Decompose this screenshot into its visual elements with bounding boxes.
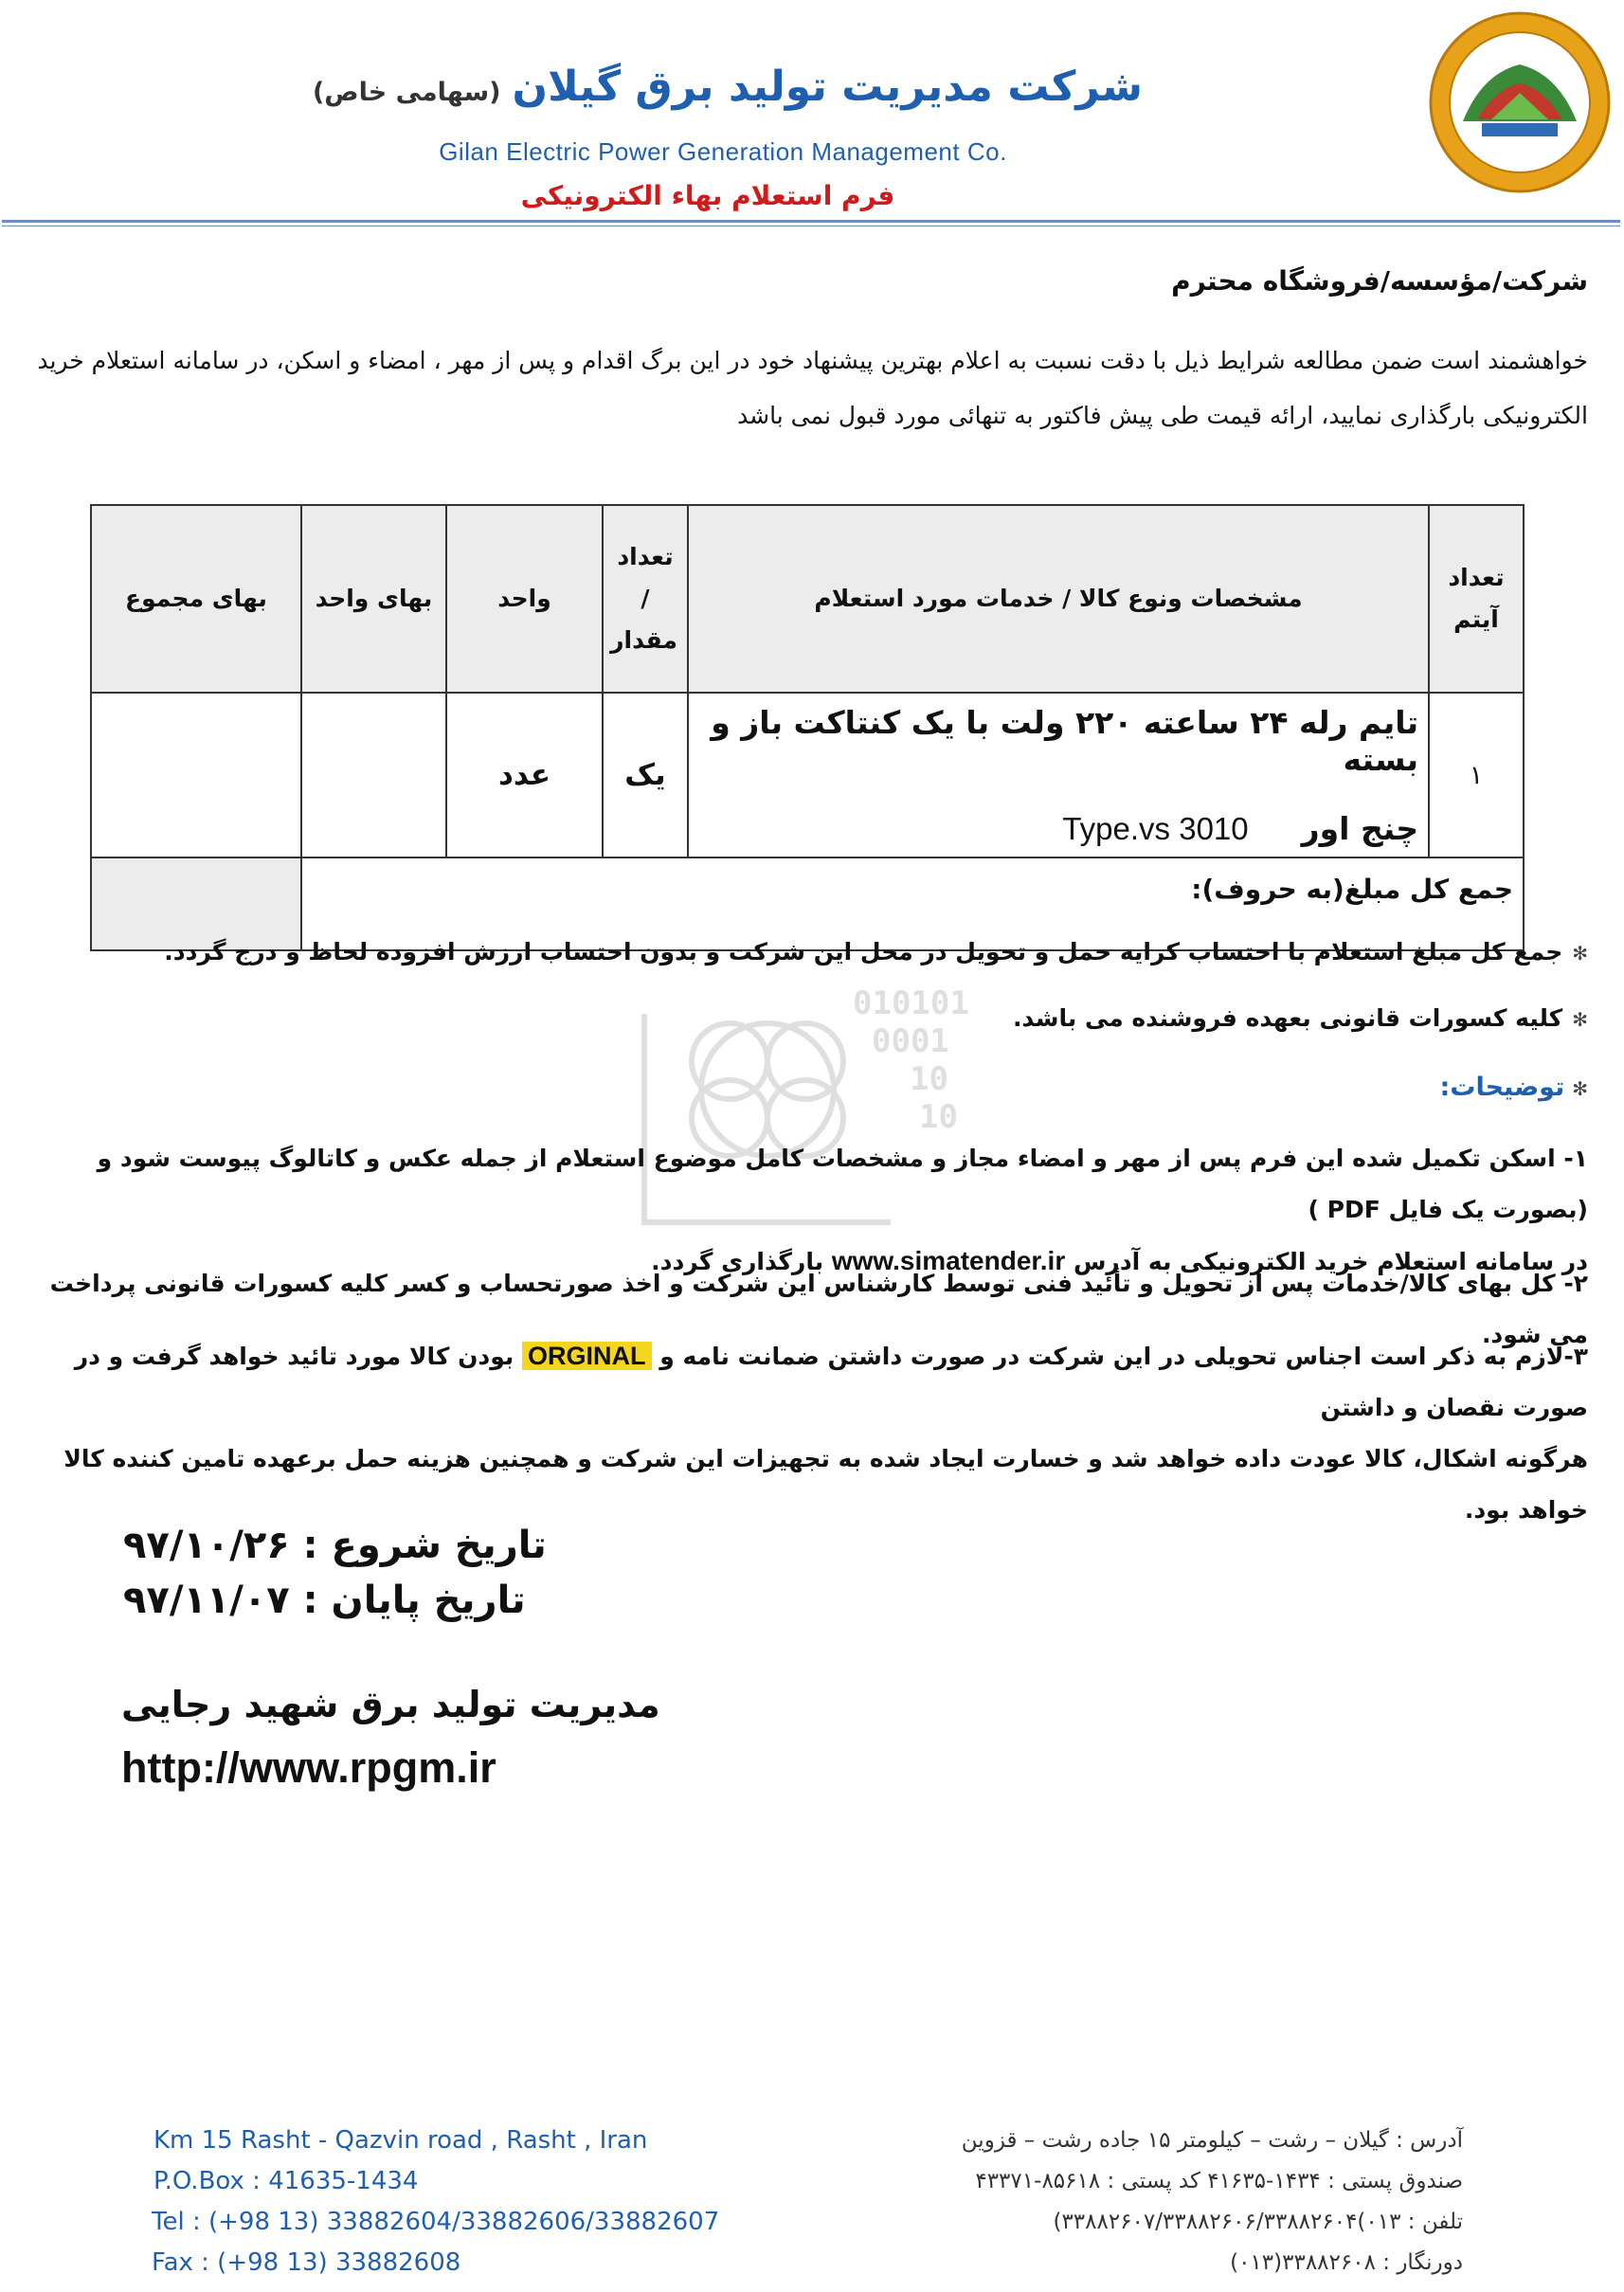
description-brand: چنج اور — [1301, 809, 1418, 847]
header-description: مشخصات ونوع کالا / خدمات مورد استعلام — [688, 505, 1429, 693]
header-unit: واحد — [446, 505, 603, 693]
note-1: ✻جمع کل مبلغ استعلام با احتساب کرایه حمل و تحویل در محل این شرکت و بدون احتساب ارزش افزوده لحاظ و درج گردد. — [164, 938, 1588, 966]
footer-pobox-fa: صندوق پستی : ۱۴۳۴-۴۱۶۳۵ کد پستی : ۸۵۶۱۸-۴۳۳۷۱ — [975, 2169, 1463, 2193]
svg-text:10: 10 — [919, 1098, 958, 1136]
sum-row — [91, 857, 1524, 950]
salutation: شرکت/مؤسسه/فروشگاه محترم — [1171, 265, 1588, 297]
row-total-price-field[interactable] — [91, 693, 301, 857]
start-date: تاریخ شروع : ۹۷/۱۰/۲۶ — [123, 1524, 547, 1567]
company-type: (سهامی خاص) — [312, 78, 501, 107]
sum-label: جمع کل مبلغ(به حروف): — [301, 857, 1524, 950]
footer-pobox-en: P.O.Box : 41635-1434 — [153, 2167, 419, 2195]
paragraph-3-line2: هرگونه اشکال، کالا عودت داده خواهد شد و خسارت ایجاد شده به تجهیزات این شرکت و همچنین هزینه حمل برعهده تامین کننده کالا خواهد بود. — [63, 1445, 1588, 1524]
paragraph-1-line1: ۱- اسکن تکمیل شده این فرم پس از مهر و امضاء مجاز و مشخصات کامل موضوع استعلام از جمله عکس و کاتالوگ پیوست شود و (بصورت یک فایل PDF ) — [97, 1145, 1588, 1223]
header-quantity: تعداد / مقدار — [603, 505, 688, 693]
asterisk-icon: ✻ — [1572, 1008, 1588, 1031]
row-unit: عدد — [446, 693, 603, 857]
header-total-price: بهای مجموع — [91, 505, 301, 693]
simatender-link[interactable]: www.simatender.ir — [831, 1246, 1066, 1275]
description-line: تایم رله ۲۴ ساعته ۲۲۰ ولت با یک کنتاکت باز و بسته — [711, 703, 1418, 778]
company-logo — [1425, 8, 1615, 197]
description-type: Type.vs 3010 — [1062, 810, 1249, 846]
header-item-count: تعداد آیتم — [1429, 505, 1524, 693]
sum-field[interactable] — [91, 857, 301, 950]
row-unit-price-field[interactable] — [301, 693, 446, 857]
footer-address-en: Km 15 Rasht - Qazvin road , Rasht , Iran — [153, 2126, 648, 2155]
company-name-en: Gilan Electric Power Generation Management Co. — [439, 137, 1007, 166]
row-quantity: یک — [603, 693, 688, 857]
original-highlight: ORGINAL — [522, 1342, 652, 1370]
asterisk-icon: ✻ — [1572, 1077, 1588, 1100]
descriptions-heading: ✻توضیحات: — [1439, 1073, 1588, 1102]
department-name: مدیریت تولید برق شهید رجایی — [121, 1684, 660, 1725]
footer-tel-fa: تلفن : ۰۱۳)۳۳۸۸۲۶۰۷/۳۳۸۸۲۶۰۶/۳۳۸۸۲۶۰۴) — [1053, 2210, 1463, 2234]
svg-text:0001: 0001 — [872, 1022, 949, 1060]
paragraph-3: ۳-لازم به ذکر است اجناس تحویلی در این شرکت در صورت داشتن ضمانت نامه و ORGINAL بودن کالا مورد تائید خواهد گرفت و در صورت نقصان و داشتن هرگونه اشکال، کالا عودت داده خواهد شد و خسارت ایجاد شده به تجهیزات این شرکت و همچنین هزینه حمل برعهده تامین کننده کالا خواهد بود. — [15, 1330, 1588, 1536]
intro-paragraph: خواهشمند است ضمن مطالعه شرایط ذیل با دقت نسبت به اعلام بهترین پیشنهاد خود در این برگ اقدام و پس از مهر ، امضاء و اسکن، در سامانه استعلام خرید الکترونیکی بارگذاری نمایید، ارائه قیمت طی پیش فاکتور به تنهائی مورد قبول نمی باشد — [37, 347, 1588, 429]
paragraph-1-line2: در سامانه استعلام خرید الکترونیکی به آدرس www.simatender.ir بارگذاری گردد. — [651, 1246, 1588, 1275]
website-link[interactable]: http://www.rpgm.ir — [121, 1743, 496, 1792]
footer-fax-en: Fax : (+98 13) 33882608 — [152, 2248, 461, 2277]
header-unit-price: بهای واحد — [301, 505, 446, 693]
end-date: تاریخ پایان : ۹۷/۱۱/۰۷ — [123, 1579, 526, 1622]
footer-tel-en: Tel : (+98 13) 33882604/33882606/33882607 — [152, 2208, 720, 2236]
footer-address-fa: آدرس : گیلان – رشت – کیلومتر ۱۵ جاده رشت – قزوین — [961, 2128, 1463, 2153]
inquiry-table — [90, 504, 1525, 951]
footer-fax-fa: دورنگار : ۳۳۸۸۲۶۰۸(۰۱۳) — [1230, 2250, 1463, 2275]
table-row — [91, 693, 1524, 857]
form-title: فرم استعلام بهاء الکترونیکی — [520, 180, 895, 211]
company-name: شرکت مدیریت تولید برق گیلان(سهامی خاص) — [312, 63, 1143, 111]
asterisk-icon: ✻ — [1572, 942, 1588, 965]
svg-text:010101: 010101 — [853, 984, 969, 1022]
header-divider — [2, 220, 1620, 226]
paragraph-2: ۲- کل بهای کالا/خدمات پس از تحویل و تأئید فنی توسط کارشناس این شرکت و اخذ صورتحساب و کسر کلیه کسورات قانونی پرداخت می شود. — [49, 1270, 1588, 1348]
row-description — [688, 693, 1429, 857]
note-2: ✻کلیه کسورات قانونی بعهده فروشنده می باشد. — [1012, 1004, 1588, 1032]
svg-text:10: 10 — [910, 1060, 948, 1098]
row-number: ۱ — [1429, 693, 1524, 857]
